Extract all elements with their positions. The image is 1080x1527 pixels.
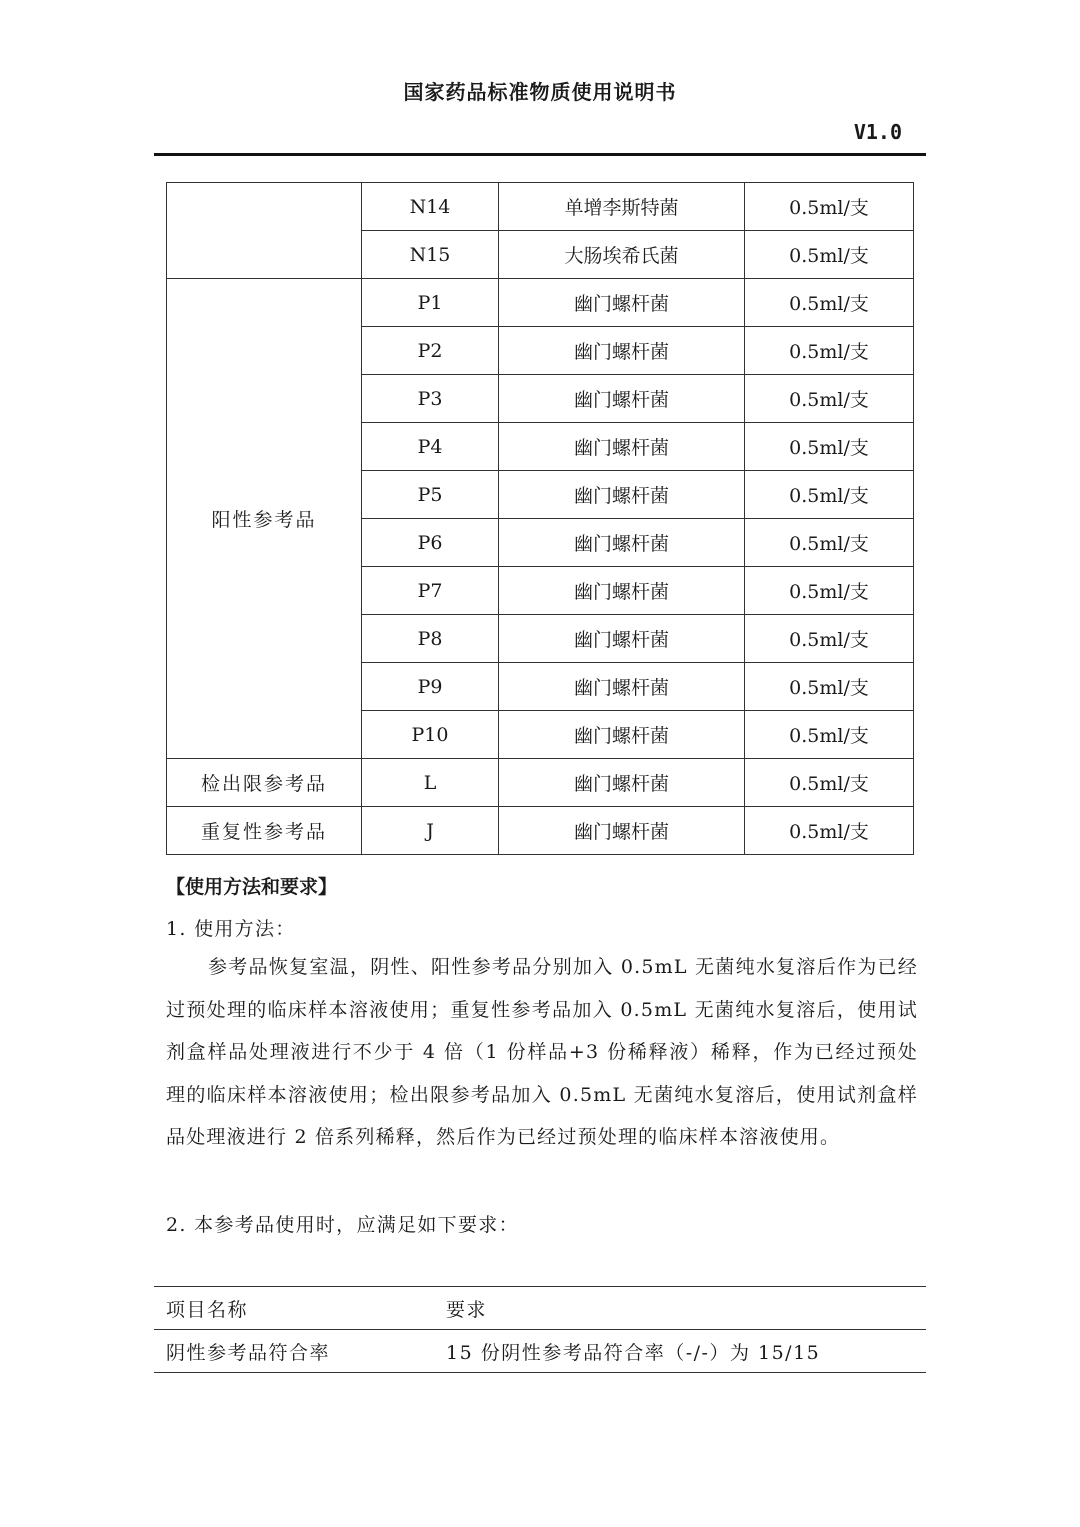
code-cell: P4 xyxy=(362,423,499,471)
spec-cell: 0.5ml/支 xyxy=(745,663,914,711)
name-cell: 幽门螺杆菌 xyxy=(499,375,745,423)
code-cell: N15 xyxy=(362,231,499,279)
code-cell: P9 xyxy=(362,663,499,711)
code-cell: P10 xyxy=(362,711,499,759)
spec-cell: 0.5ml/支 xyxy=(745,279,914,327)
spec-cell: 0.5ml/支 xyxy=(745,375,914,423)
code-cell: P8 xyxy=(362,615,499,663)
name-cell: 幽门螺杆菌 xyxy=(499,519,745,567)
spec-cell: 0.5ml/支 xyxy=(745,807,914,855)
header-requirement: 要求 xyxy=(434,1287,926,1330)
name-cell: 幽门螺杆菌 xyxy=(499,711,745,759)
document-title: 国家药品标准物质使用说明书 xyxy=(403,80,677,104)
spec-cell: 0.5ml/支 xyxy=(745,183,914,231)
spec-cell: 0.5ml/支 xyxy=(745,615,914,663)
name-cell: 幽门螺杆菌 xyxy=(499,471,745,519)
category-cell: 检出限参考品 xyxy=(167,759,362,807)
code-cell: P7 xyxy=(362,567,499,615)
code-cell: P1 xyxy=(362,279,499,327)
name-cell: 幽门螺杆菌 xyxy=(499,423,745,471)
code-cell: N14 xyxy=(362,183,499,231)
method-title: 1. 使用方法： xyxy=(166,918,296,940)
requirements-table xyxy=(154,1286,926,1373)
table-header-row xyxy=(154,1287,926,1330)
name-cell: 幽门螺杆菌 xyxy=(499,807,745,855)
code-cell: P2 xyxy=(362,327,499,375)
name-cell: 幽门螺杆菌 xyxy=(499,327,745,375)
code-cell: P3 xyxy=(362,375,499,423)
spec-cell: 0.5ml/支 xyxy=(745,423,914,471)
table-row xyxy=(167,279,914,327)
header-divider xyxy=(154,153,926,156)
spec-cell: 0.5ml/支 xyxy=(745,327,914,375)
requirement-cell: 15 份阴性参考品符合率（-/-）为 15/15 xyxy=(446,1341,821,1364)
spec-cell: 0.5ml/支 xyxy=(745,471,914,519)
version-label: V1.0 xyxy=(853,120,902,144)
table-row xyxy=(167,807,914,855)
requirement-title: 2. 本参考品使用时，应满足如下要求： xyxy=(166,1214,519,1236)
spec-cell: 0.5ml/支 xyxy=(745,711,914,759)
code-cell: P6 xyxy=(362,519,499,567)
item-cell: 阴性参考品符合率 xyxy=(166,1341,331,1364)
reference-table xyxy=(166,182,914,855)
code-cell: J xyxy=(362,807,499,855)
table-row xyxy=(154,1330,926,1373)
category-cell: 重复性参考品 xyxy=(167,807,362,855)
name-cell: 幽门螺杆菌 xyxy=(499,567,745,615)
method-paragraph: 参考品恢复室温，阴性、阳性参考品分别加入 0.5mL 无菌纯水复溶后作为已经过预处理的临床样本溶液使用；重复性参考品加入 0.5mL 无菌纯水复溶后，使用试剂盒样品处理液进行不少于 4 倍（1 份样品+3 份稀释液）稀释，作为已经过预处理的临床样本溶液使用；检出限参考品加入 0.5mL 无菌纯水复溶后，使用试剂盒样品处理液进行 2 倍系列稀释，然后作为已经过预处理的临床样本溶液使用。 xyxy=(166,956,918,1148)
name-cell: 幽门螺杆菌 xyxy=(499,663,745,711)
name-cell: 幽门螺杆菌 xyxy=(499,615,745,663)
name-cell: 单增李斯特菌 xyxy=(499,183,745,231)
spec-cell: 0.5ml/支 xyxy=(745,231,914,279)
table-row xyxy=(167,759,914,807)
spec-cell: 0.5ml/支 xyxy=(745,759,914,807)
table-row xyxy=(167,183,914,231)
name-cell: 幽门螺杆菌 xyxy=(499,279,745,327)
category-cell: 阳性参考品 xyxy=(167,279,362,759)
header-item-name: 项目名称 xyxy=(154,1287,434,1330)
name-cell: 幽门螺杆菌 xyxy=(499,759,745,807)
usage-section-heading: 【使用方法和要求】 xyxy=(166,876,338,898)
spec-cell: 0.5ml/支 xyxy=(745,519,914,567)
code-cell: P5 xyxy=(362,471,499,519)
category-cell xyxy=(167,183,362,279)
code-cell: L xyxy=(362,759,499,807)
spec-cell: 0.5ml/支 xyxy=(745,567,914,615)
name-cell: 大肠埃希氏菌 xyxy=(499,231,745,279)
